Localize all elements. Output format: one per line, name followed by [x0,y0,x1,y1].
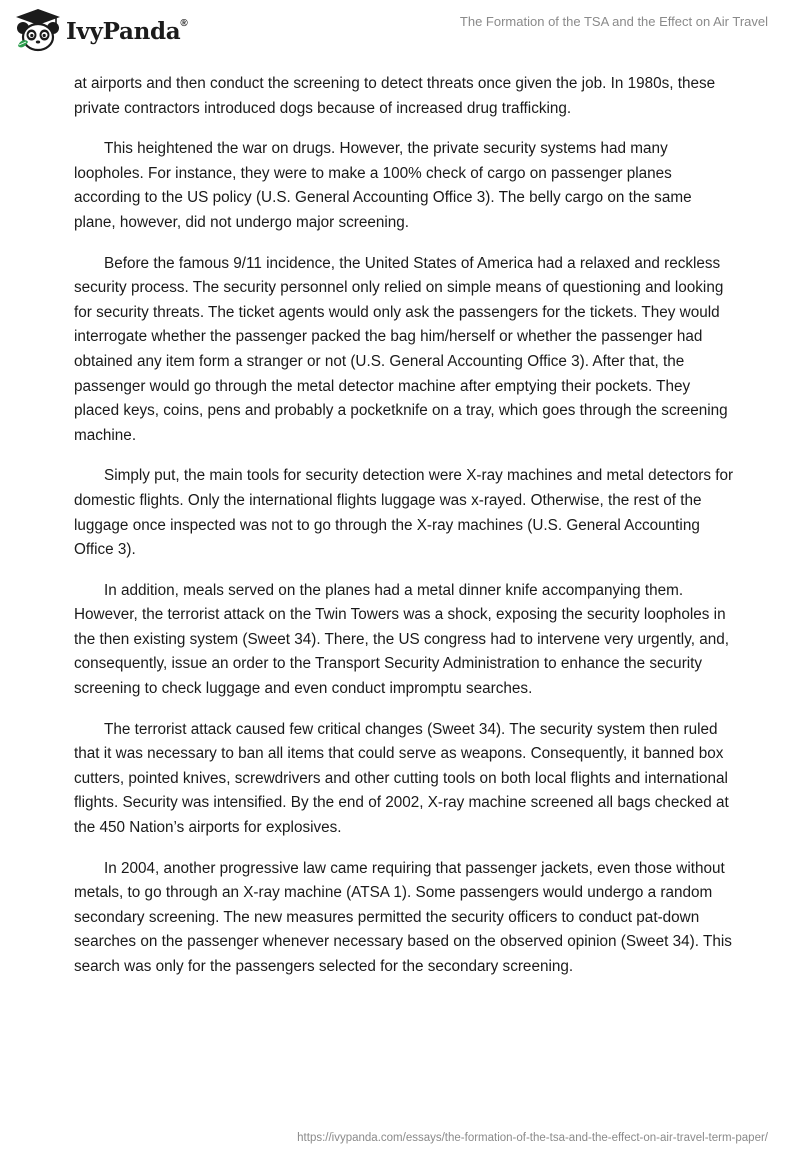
document-title: The Formation of the TSA and the Effect on Air Travel [459,14,768,29]
page-header [0,0,800,66]
paragraph-2: This heightened the war on drugs. However, the private security systems had many loopholes. For instance, they were to make a 100% check of cargo on passenger planes according to the US policy (U.S. General Accounting Office 3). The belly cargo on the same plane, however, did not undergo major screening. [74,140,692,231]
registered-mark: ® [180,17,188,29]
essay-body [74,72,734,996]
ivypanda-logo[interactable] [14,8,187,54]
paragraph-7: In 2004, another progressive law came requiring that passenger jackets, even those without metals, to go through an X-ray machine (ATSA 1). Some passengers would undergo a random secondary screening. The new measures permitted the security officers to conduct pat-down searches on the passenger whenever necessary based on the observed opinion (Sweet 34). This search was only for the passengers selected for the secondary screening. [74,859,732,975]
paragraph-3: Before the famous 9/11 incidence, the United States of America had a relaxed and reckless security process. The security personnel only relied on simple means of questioning and looking for security threats. The ticket agents would only ask the passengers for the tickets. They would interrogate whether the passenger packed the bag him/herself or whether the passenger had obtained any item form a stranger or not (U.S. General Accounting Office 3). After that, the passenger would go through the metal detector machine after emptying their pockets. They placed keys, coins, pens and probably a pocketknife on a tray, which goes through the screening machine. [74,254,728,444]
panda-logo-icon [14,8,62,54]
footer-source-url[interactable]: https://ivypanda.com/essays/the-formation-of-the-tsa-and-the-effect-on-air-travel-term-paper/ [297,1132,768,1144]
paragraph-1: at airports and then conduct the screening to detect threats once given the job. In 1980s, these private contractors introduced dogs because of increased drug trafficking. [74,75,716,117]
brand-name: IvyPanda® [66,17,188,45]
paragraph-4: Simply put, the main tools for security detection were X-ray machines and metal detectors for domestic flights. Only the international flights luggage was x-rayed. Otherwise, the rest of the luggage once inspected was not to go through the X-ray machines (U.S. General Accounting Office 3). [74,467,734,559]
paragraph-5: In addition, meals served on the planes had a metal dinner knife accompanying them. However, the terrorist attack on the Twin Towers was a shock, exposing the security loopholes in the then existing system (Sweet 34). There, the US congress had to intervene very urgently, and, consequently, issue an order to the Transport Security Administration to enhance the security screening to check luggage and even conduct impromptu searches. [74,581,729,698]
paragraph-6: The terrorist attack caused few critical changes (Sweet 34). The security system then ruled that it was necessary to ban all items that could serve as weapons. Consequently, it banned box cutters, pointed knives, screwdrivers and other cutting tools on both local flights and international flights. Security was intensified. By the end of 2002, X-ray machine screened all bags checked at the 450 Nation’s airports for explosives. [74,720,729,837]
